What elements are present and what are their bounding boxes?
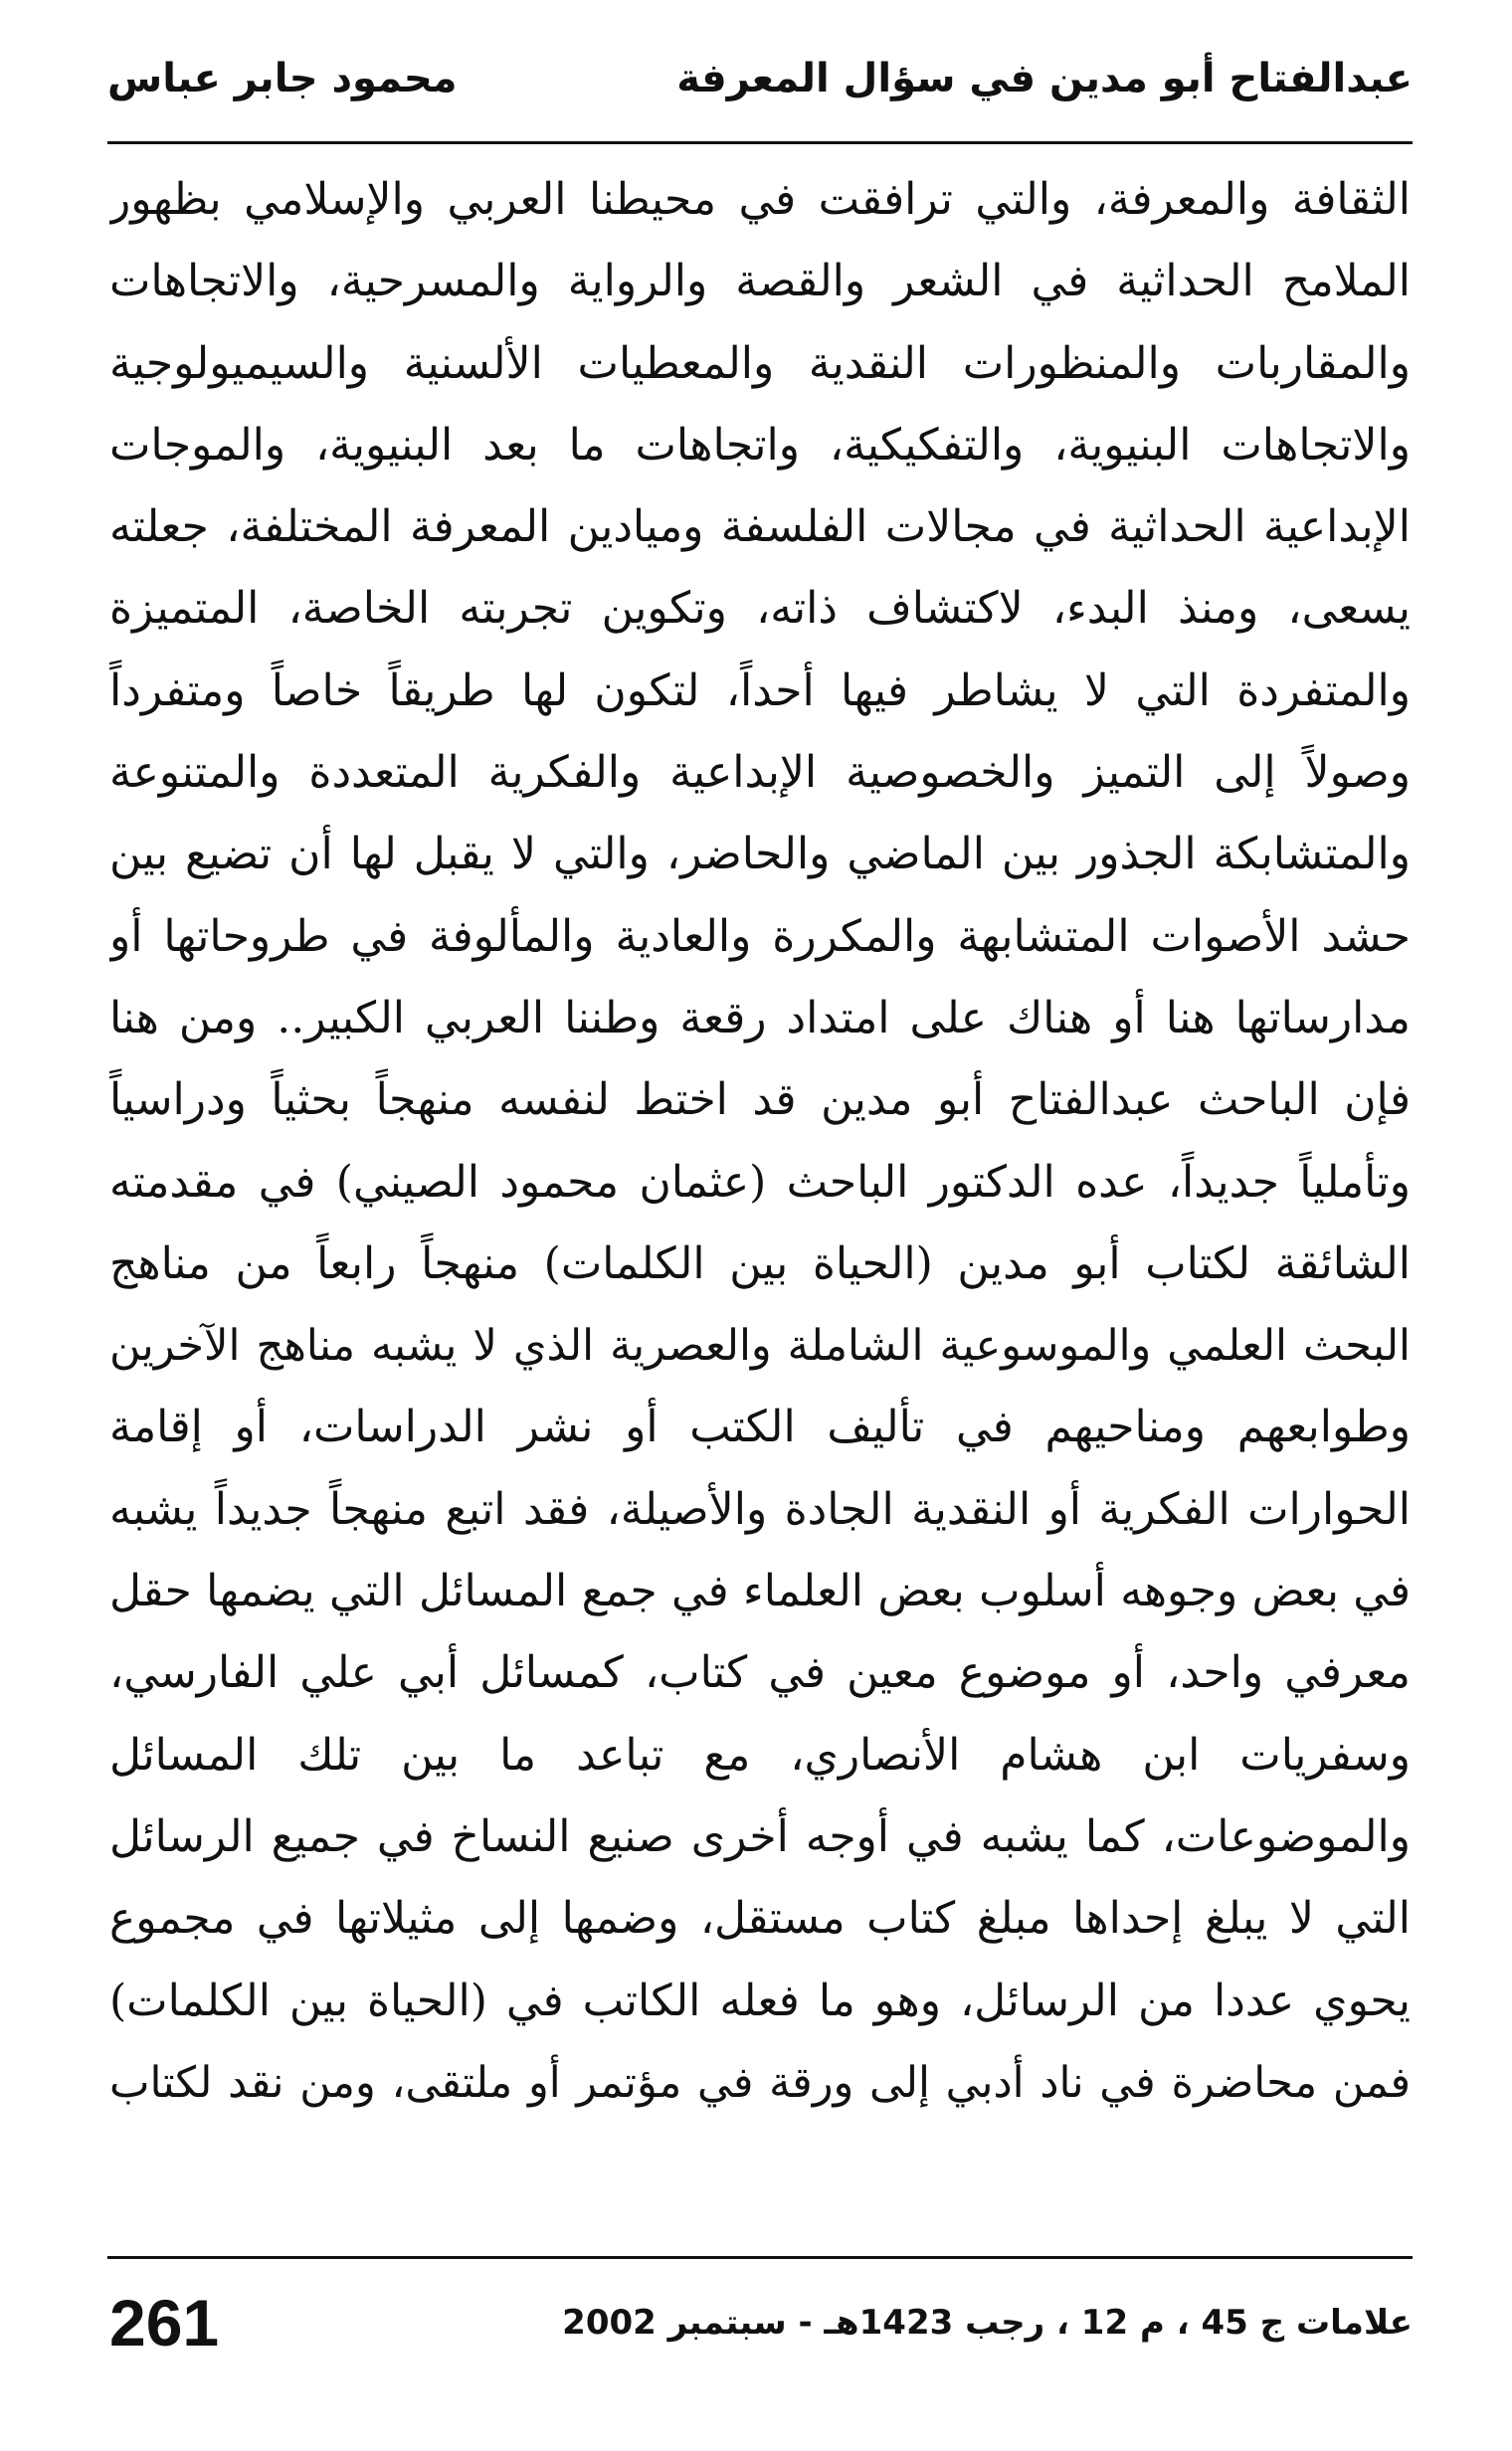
text-line: مدارساتها هنا أو هناك على امتداد رقعة وطننا العربي الكبير.. ومن هنا	[109, 992, 1411, 1043]
text-line: التي لا يبلغ إحداها مبلغ كتاب مستقل، وضمها إلى مثيلاتها في مجموع	[109, 1893, 1411, 1945]
text-line: الملامح الحداثية في الشعر والقصة والرواية والمسرحية، والاتجاهات	[109, 256, 1411, 307]
text-line: والموضوعات، كما يشبه في أوجه أخرى صنيع النساخ في جميع الرسائل	[109, 1810, 1411, 1862]
text-line: والمقاربات والمنظورات النقدية والمعطيات الألسنية والسيميولوجية	[109, 337, 1411, 389]
text-line: والمتفردة التي لا يشاطر فيها أحداً، لتكون لها طريقاً خاصاً ومتفرداً	[109, 664, 1411, 716]
journal-citation: علامات ج 45 ، م 12 ، رجب 1423هـ - سبتمبر 2002	[562, 2303, 1413, 2343]
text-line: حشد الأصوات المتشابهة والمكررة والعادية والمألوفة في طروحاتها أو	[109, 910, 1411, 962]
text-line: فإن الباحث عبدالفتاح أبو مدين قد اختط لنفسه منهجاً بحثياً ودراسياً	[109, 1074, 1411, 1126]
header-title: عبدالفتاح أبو مدين في سؤال المعرفة	[676, 56, 1413, 101]
text-line: والاتجاهات البنيوية، والتفكيكية، واتجاهات ما بعد البنيوية، والموجات	[109, 419, 1411, 471]
text-line: الإبداعية الحداثية في مجالات الفلسفة وميادين المعرفة المختلفة، جعلته	[109, 501, 1411, 553]
text-line: الشائقة لكتاب أبو مدين (الحياة بين الكلمات) منهجاً رابعاً من مناهج	[109, 1237, 1411, 1289]
running-header	[107, 48, 1413, 131]
header-rule	[107, 141, 1413, 144]
text-line: والمتشابكة الجذور بين الماضي والحاضر، والتي لا يقبل لها أن تضيع بين	[109, 829, 1411, 880]
text-line: الحوارات الفكرية أو النقدية الجادة والأصيلة، فقد اتبع منهجاً جديداً يشبه	[109, 1483, 1411, 1535]
text-line: وتأملياً جديداً، عده الدكتور الباحث (عثمان محمود الصيني) في مقدمته	[109, 1156, 1411, 1208]
body-text	[109, 159, 1411, 2124]
footer-rule	[107, 2256, 1413, 2259]
page-number: 261	[109, 2286, 220, 2359]
text-line: البحث العلمي والموسوعية الشاملة والعصرية الذي لا يشبه مناهج الآخرين	[109, 1321, 1411, 1372]
text-line: وطوابعهم ومناحيهم في تأليف الكتب أو نشر الدراسات، أو إقامة	[109, 1402, 1411, 1453]
text-line: وصولاً إلى التميز والخصوصية الإبداعية والفكرية المتعددة والمتنوعة	[109, 747, 1411, 799]
running-footer	[107, 2278, 1413, 2367]
text-line: فمن محاضرة في ناد أدبي إلى ورقة في مؤتمر أو ملتقى، ومن نقد لكتاب	[109, 2057, 1411, 2108]
text-line: في بعض وجوهه أسلوب بعض العلماء في جمع المسائل التي يضمها حقل	[109, 1566, 1411, 1617]
text-line: يحوي عددا من الرسائل، وهو ما فعله الكاتب في (الحياة بين الكلمات)	[109, 1975, 1411, 2026]
text-line: الثقافة والمعرفة، والتي ترافقت في محيطنا العربي والإسلامي بظهور	[109, 174, 1411, 225]
text-line: وسفريات ابن هشام الأنصاري، مع تباعد ما بين تلك المسائل	[109, 1729, 1411, 1781]
text-line: معرفي واحد، أو موضوع معين في كتاب، كمسائل أبي علي الفارسي،	[109, 1647, 1411, 1699]
text-line: يسعى، ومنذ البدء، لاكتشاف ذاته، وتكوين تجربته الخاصة، المتميزة	[109, 583, 1411, 635]
header-author: محمود جابر عباس	[107, 56, 458, 101]
